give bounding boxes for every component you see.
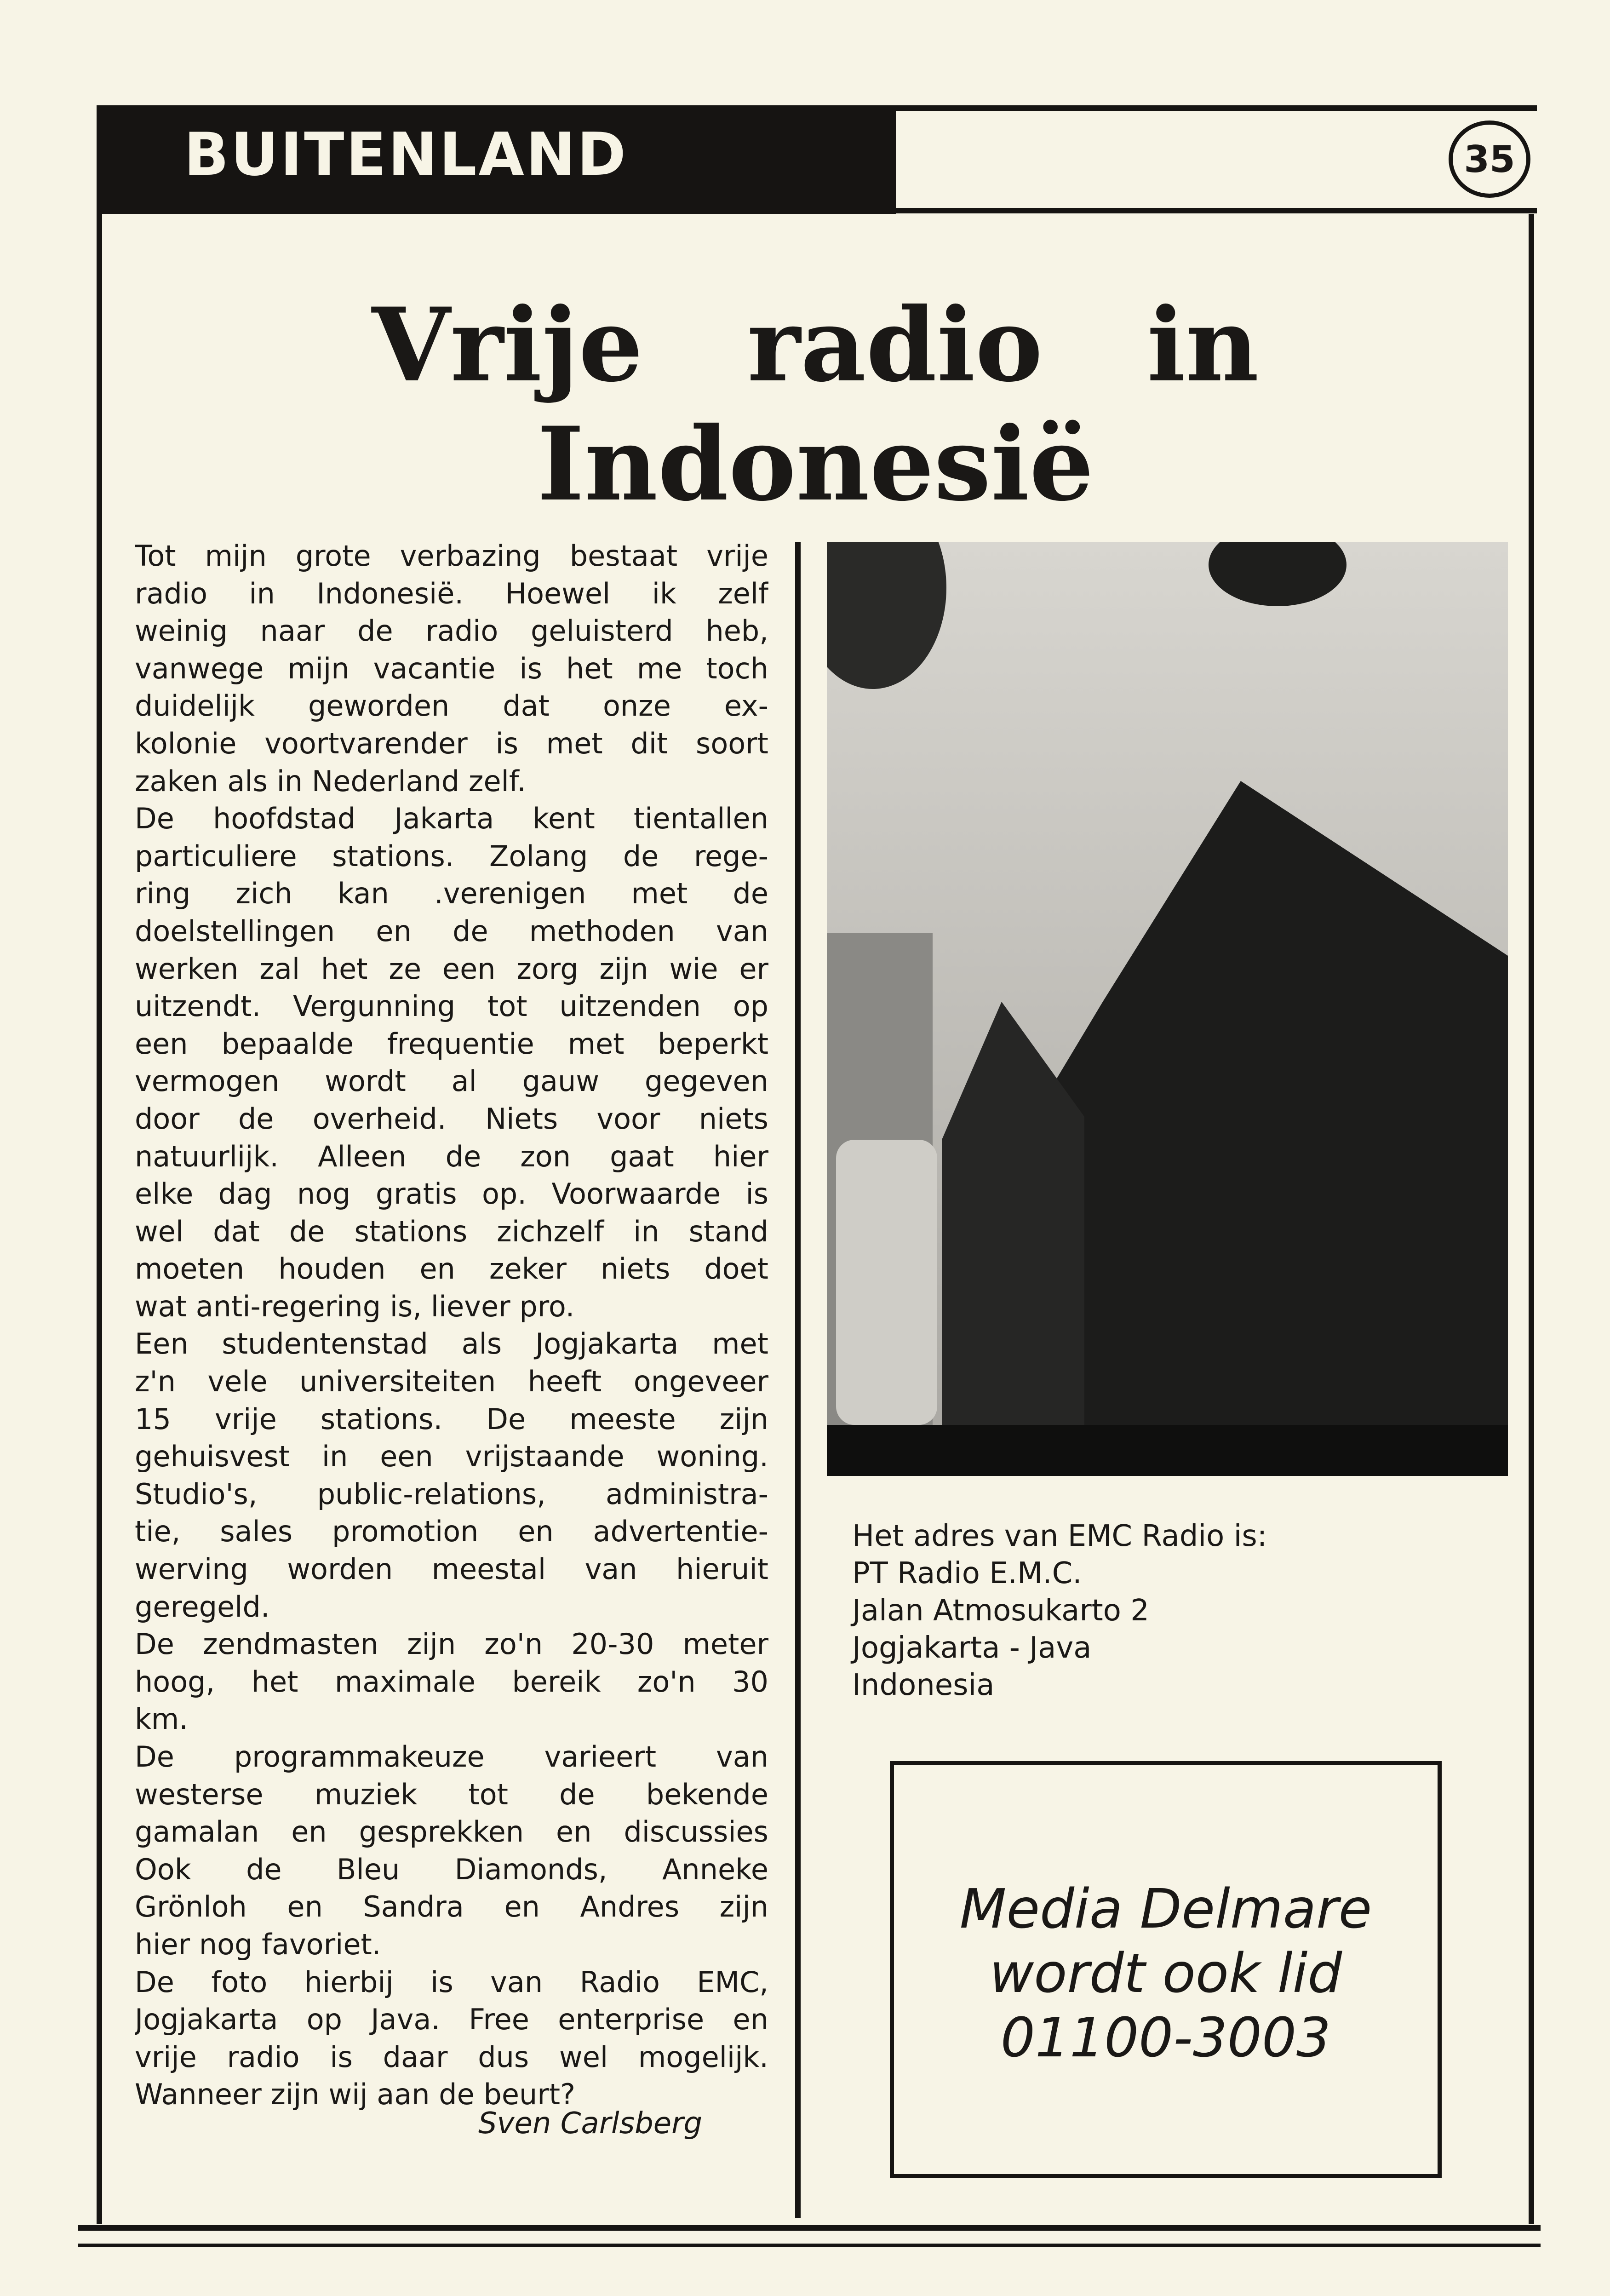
body-line: wel dat de stations zichzelf in stand bbox=[135, 1214, 768, 1248]
body-line: De foto hierbij is van Radio EMC, bbox=[135, 1965, 768, 1999]
body-line: elke dag nog gratis op. Voorwaarde is bbox=[135, 1177, 768, 1211]
body-line: Grönloh en Sandra en Andres zijn bbox=[135, 1890, 768, 1924]
body-line: gamalan en gesprekken en discussies bbox=[135, 1815, 768, 1849]
section-label: BUITENLAND bbox=[184, 121, 628, 189]
caption-line: PT Radio E.M.C. bbox=[852, 1556, 1082, 1590]
body-line: Wanneer zijn wij aan de beurt? bbox=[135, 2078, 575, 2112]
body-line: De hoofdstad Jakarta kent tientallen bbox=[135, 802, 768, 836]
bottom-rule bbox=[78, 2244, 1541, 2247]
caption-line: Jogjakarta - Java bbox=[852, 1631, 1092, 1665]
body-line: zaken als in Nederland zelf. bbox=[135, 764, 526, 798]
body-line: werving worden meestal van hieruit bbox=[135, 1552, 768, 1586]
photo-house-image bbox=[827, 542, 1508, 1476]
body-line: z'n vele universiteiten heeft ongeveer bbox=[135, 1365, 768, 1399]
ad-line: 01100-3003 bbox=[1000, 2006, 1331, 2069]
column-divider bbox=[795, 542, 801, 2218]
body-line: weinig naar de radio geluisterd heb, bbox=[135, 614, 768, 648]
body-line: natuurlijk. Alleen de zon gaat hier bbox=[135, 1139, 768, 1173]
body-line: een bepaalde frequentie met beperkt bbox=[135, 1027, 768, 1061]
body-line: De programmakeuze varieert van bbox=[135, 1740, 768, 1774]
header-rule bbox=[896, 105, 1537, 111]
body-line: Tot mijn grote verbazing bestaat vrije bbox=[135, 539, 768, 573]
article-photo bbox=[827, 542, 1508, 1476]
ad-line: wordt ook lid bbox=[989, 1941, 1342, 2005]
body-line: werken zal het ze een zorg zijn wie er bbox=[135, 952, 768, 986]
bottom-rule bbox=[78, 2225, 1541, 2231]
body-line: geregeld. bbox=[135, 1590, 270, 1624]
body-line: vrije radio is daar dus wel mogelijk. bbox=[135, 2040, 768, 2074]
body-line: particuliere stations. Zolang de rege- bbox=[135, 839, 768, 873]
header-rule bbox=[896, 208, 1537, 213]
body-line: vanwege mijn vacantie is het me toch bbox=[135, 651, 768, 685]
body-line: westerse muziek tot de bekende bbox=[135, 1777, 768, 1811]
body-line: wat anti-regering is, liever pro. bbox=[135, 1289, 575, 1323]
caption-line: Het adres van EMC Radio is: bbox=[852, 1519, 1267, 1553]
body-line: Jogjakarta op Java. Free enterprise en bbox=[135, 2003, 768, 2037]
body-line: De zendmasten zijn zo'n 20-30 meter bbox=[135, 1627, 768, 1661]
body-line: moeten houden en zeker niets doet bbox=[135, 1252, 768, 1286]
body-line: kolonie voortvarender is met dit soort bbox=[135, 726, 768, 760]
photo-caption bbox=[852, 1518, 1267, 1704]
body-line: Ook de Bleu Diamonds, Anneke bbox=[135, 1852, 768, 1886]
body-line: hier nog favoriet. bbox=[135, 1927, 381, 1961]
body-line: gehuisvest in een vrijstaande woning. bbox=[135, 1440, 768, 1474]
caption-line: Jalan Atmosukarto 2 bbox=[852, 1594, 1149, 1628]
body-line: Studio's, public-relations, administra- bbox=[135, 1477, 768, 1511]
body-line: vermogen wordt al gauw gegeven bbox=[135, 1064, 768, 1098]
article-body bbox=[135, 537, 768, 2113]
body-line: radio in Indonesië. Hoewel ik zelf bbox=[135, 576, 768, 610]
author-signature: Sven Carlsberg bbox=[478, 2107, 703, 2141]
body-line: km. bbox=[135, 1702, 189, 1736]
ad-text bbox=[890, 1877, 1442, 2070]
body-line: Een studentenstad als Jogjakarta met bbox=[135, 1327, 768, 1361]
body-line: uitzendt. Vergunning tot uitzenden op bbox=[135, 989, 768, 1023]
body-line: ring zich kan .verenigen met de bbox=[135, 877, 768, 911]
body-line: doelstellingen en de methoden van bbox=[135, 914, 768, 948]
body-line: duidelijk geworden dat onze ex- bbox=[135, 689, 768, 723]
ad-line: Media Delmare bbox=[959, 1877, 1372, 1940]
caption-line: Indonesia bbox=[852, 1668, 995, 1702]
article-title: Vrije radio in Indonesië bbox=[372, 285, 1259, 523]
page-number bbox=[1449, 121, 1530, 198]
body-line: 15 vrije stations. De meeste zijn bbox=[135, 1402, 768, 1436]
body-line: tie, sales promotion en advertentie- bbox=[135, 1515, 768, 1549]
body-line: door de overheid. Niets voor niets bbox=[135, 1102, 768, 1136]
body-line: hoog, het maximale bereik zo'n 30 bbox=[135, 1665, 768, 1699]
page-number-text: 35 bbox=[1464, 138, 1515, 181]
